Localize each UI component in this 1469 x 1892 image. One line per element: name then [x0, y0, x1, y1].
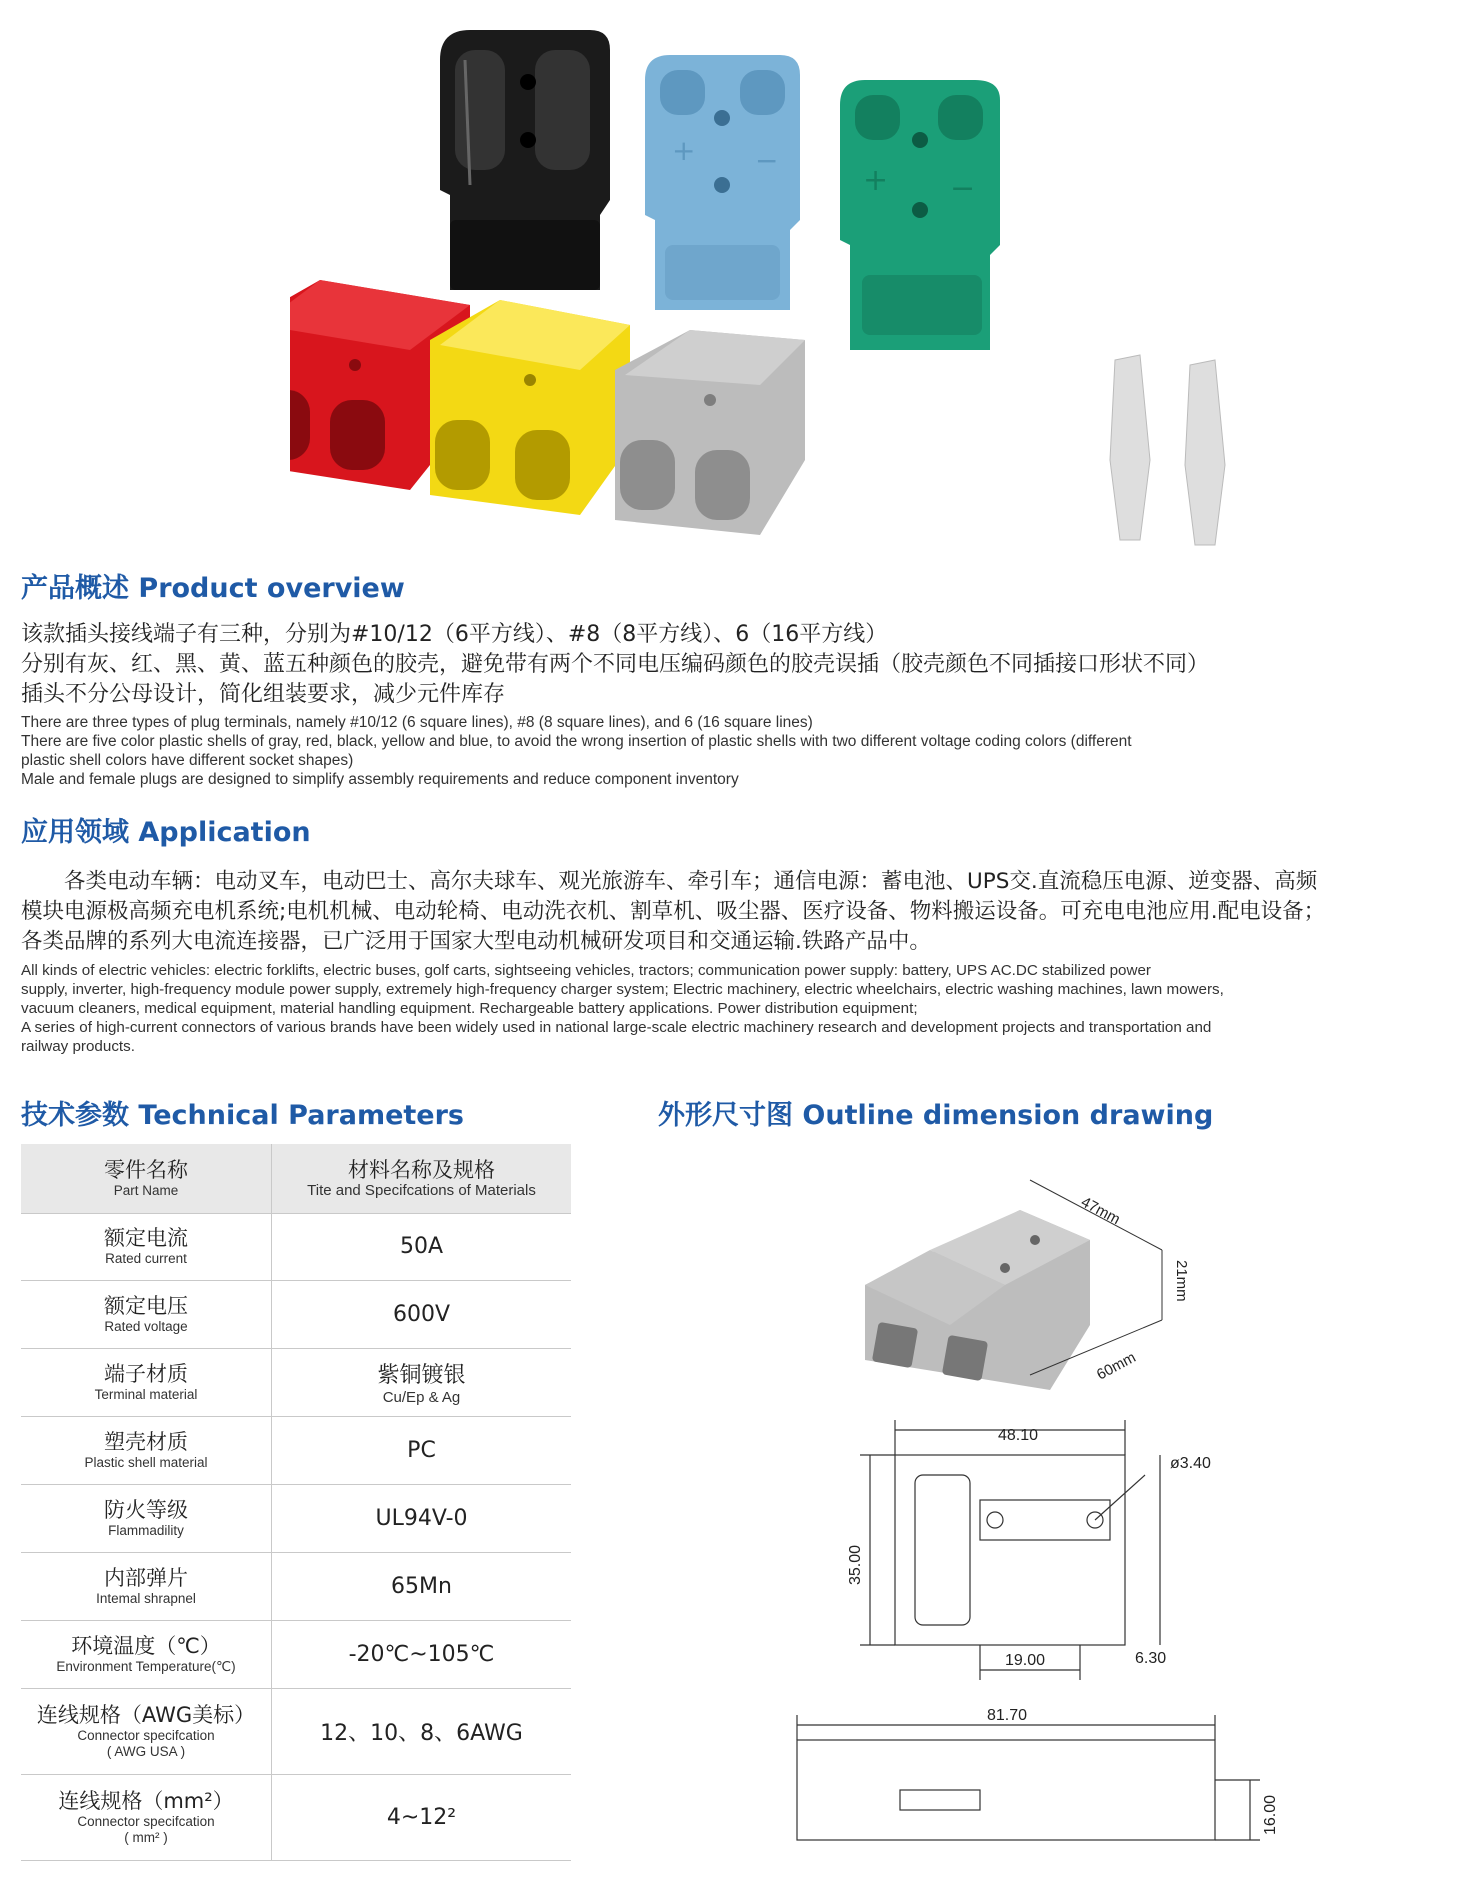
param-name — [21, 1774, 272, 1860]
application-cn-line: 各类品牌的系列大电流连接器，已广泛用于国家大型电动机械研发项目和交通运输.铁路产品中。 — [21, 929, 931, 954]
param-name-en: Connector specifcation — [77, 1727, 215, 1743]
header-part-name — [21, 1144, 272, 1213]
param-value-text: PC — [407, 1437, 436, 1463]
param-name — [21, 1620, 272, 1688]
application-cn-line: 模块电源极高频充电机系统;电机机械、电动轮椅、电动洗衣机、割草机、吸尘器、医疗设备、物料搬运设备。可充电电池应用.配电设备； — [21, 899, 1326, 924]
overview-en-line: There are three types of plug terminals, namely #10/12 (6 square lines), #8 (8 square lines), and 6 (16 square lines) — [21, 714, 813, 731]
param-name-cn: 额定电压 — [104, 1293, 188, 1318]
param-value — [272, 1416, 572, 1484]
dim-19-00: 19.00 — [1005, 1652, 1046, 1669]
header-materials-cn: 材料名称及规格 — [348, 1157, 495, 1182]
tech-params-table — [21, 1144, 571, 1861]
gray-connector-3d — [865, 1210, 1090, 1390]
black-connector — [440, 30, 610, 290]
svg-text:−: − — [950, 171, 976, 206]
overview-cn-line: 插头不分公母设计，简化组装要求，减少元件库存 — [21, 682, 506, 707]
table-row — [21, 1484, 571, 1552]
param-name-cn: 塑壳材质 — [104, 1429, 188, 1454]
param-name-en2: ( AWG USA ) — [106, 1743, 186, 1759]
param-name-en: Connector specifcation — [77, 1813, 215, 1829]
dim-16-00: 16.00 — [1262, 1794, 1279, 1835]
header-materials-en: Tite and Specifcations of Materials — [307, 1181, 536, 1199]
product-photo — [290, 20, 1260, 565]
table-row — [21, 1552, 571, 1620]
dim-21mm: 21mm — [1173, 1260, 1190, 1302]
param-name-cn: 环境温度（℃） — [71, 1633, 221, 1658]
param-name-en: Environment Temperature(℃) — [56, 1658, 236, 1674]
table-row — [21, 1688, 571, 1774]
overview-title: 产品概述 Product overview — [21, 573, 405, 604]
table-row — [21, 1348, 571, 1416]
header-part-name-en: Part Name — [113, 1182, 179, 1198]
svg-text:−: − — [755, 144, 779, 177]
table-row — [21, 1280, 571, 1348]
param-name — [21, 1348, 272, 1416]
outline-title: 外形尺寸图 Outline dimension drawing — [658, 1100, 1214, 1131]
dim-60mm: 60mm — [1093, 1348, 1139, 1384]
table-row — [21, 1213, 571, 1280]
overview-en-line: plastic shell colors have different socket shapes) — [21, 752, 354, 769]
param-name-en: Rated voltage — [104, 1318, 188, 1334]
param-value — [272, 1774, 572, 1860]
dim-47mm: 47mm — [1078, 1193, 1123, 1229]
param-value-subtext: Cu/Ep & Ag — [382, 1389, 461, 1406]
param-value — [272, 1348, 572, 1416]
side-view-drawing — [797, 1715, 1260, 1840]
table-header-row — [21, 1144, 571, 1213]
dim-35-00: 35.00 — [847, 1544, 864, 1585]
header-part-name-cn: 零件名称 — [104, 1157, 188, 1182]
param-name — [21, 1484, 272, 1552]
application-en-line: supply, inverter, high-frequency module power supply, extremely high-frequency charger system; Electric machinery, electric wheelchairs, electric washing machines, lawn mowers, — [21, 981, 1224, 998]
param-name-cn: 额定电流 — [104, 1226, 188, 1250]
param-name-en: Plastic shell material — [84, 1454, 208, 1470]
param-name — [21, 1280, 272, 1348]
param-value — [272, 1620, 572, 1688]
param-value-text: 12、10、8、6AWG — [320, 1720, 523, 1746]
param-value-text: -20℃~105℃ — [348, 1641, 495, 1667]
param-value-text: 65Mn — [391, 1573, 452, 1599]
top-view-drawing — [860, 1420, 1160, 1680]
param-value — [272, 1484, 572, 1552]
param-name-cn: 连线规格（mm²） — [58, 1788, 234, 1813]
param-value-text: 紫铜镀银 — [377, 1363, 466, 1388]
overview-en-line: There are five color plastic shells of gray, red, black, yellow and blue, to avoid the wrong insertion of plastic shells with two different voltage coding colors (different — [21, 733, 1132, 750]
table-row — [21, 1416, 571, 1484]
svg-text:+: + — [863, 163, 889, 198]
green-connector — [840, 80, 1000, 350]
param-name-cn: 防火等级 — [104, 1497, 188, 1522]
param-value — [272, 1552, 572, 1620]
overview-cn-line: 该款插头接线端子有三种，分别为#10/12（6平方线）、#8（8平方线）、6（16平方线） — [21, 622, 888, 647]
param-name-en: Intemal shrapnel — [96, 1590, 196, 1606]
header-materials — [272, 1144, 572, 1213]
param-name-cn: 端子材质 — [104, 1361, 188, 1386]
param-name — [21, 1552, 272, 1620]
application-en-line: railway products. — [21, 1038, 135, 1055]
param-value-text: 4~12² — [386, 1804, 457, 1830]
application-en-line: vacuum cleaners, medical equipment, material handling equipment. Rechargeable battery applications. Power distribution equipment; — [21, 1000, 918, 1017]
param-name-en: Flammadility — [108, 1522, 184, 1538]
param-value — [272, 1688, 572, 1774]
yellow-connector — [430, 300, 630, 515]
terminal-pins — [1110, 355, 1225, 545]
param-name — [21, 1213, 272, 1280]
tech-title: 技术参数 Technical Parameters — [21, 1100, 464, 1131]
blue-connector — [645, 55, 800, 310]
param-name — [21, 1416, 272, 1484]
svg-text:+: + — [672, 134, 696, 167]
outline-drawing — [780, 1150, 1320, 1880]
param-value — [272, 1280, 572, 1348]
application-title: 应用领域 Application — [21, 817, 311, 848]
param-value-text: 50A — [399, 1234, 444, 1259]
param-name-cn: 内部弹片 — [104, 1565, 188, 1590]
gray-connector — [615, 330, 805, 535]
table-row — [21, 1774, 571, 1860]
param-name-en: Terminal material — [94, 1386, 198, 1402]
overview-cn-line: 分别有灰、红、黑、黄、蓝五种颜色的胶壳，避免带有两个不同电压编码颜色的胶壳误插（胶壳颜色不同插接口形状不同） — [21, 652, 1210, 677]
dim-hole-3-40: ø3.40 — [1170, 1455, 1211, 1472]
dim-81-70: 81.70 — [987, 1707, 1028, 1724]
overview-en-line: Male and female plugs are designed to simplify assembly requirements and reduce component inventory — [21, 771, 739, 788]
param-value-text: 600V — [392, 1301, 451, 1327]
application-cn-line: 各类电动车辆：电动叉车，电动巴士、高尔夫球车、观光旅游车、牵引车；通信电源：蓄电池、UPS交.直流稳压电源、逆变器、高频 — [21, 869, 1318, 894]
param-value-text: UL94V-0 — [375, 1505, 468, 1531]
param-value — [272, 1213, 572, 1280]
dim-48-10: 48.10 — [998, 1427, 1039, 1444]
param-name-cn: 连线规格（AWG美标） — [36, 1702, 256, 1727]
application-en-line: A series of high-current connectors of various brands have been widely used in national large-scale electric machinery research and development projects and transportation and — [21, 1019, 1212, 1036]
application-en-line: All kinds of electric vehicles: electric forklifts, electric buses, golf carts, sightseeing vehicles, tractors; communication power supply: battery, UPS AC.DC stabilized power — [21, 962, 1151, 979]
dim-6-30: 6.30 — [1135, 1650, 1167, 1667]
param-name-en: Rated current — [105, 1251, 187, 1266]
param-name — [21, 1688, 272, 1774]
param-name-en2: ( mm² ) — [124, 1829, 168, 1845]
table-row — [21, 1620, 571, 1688]
